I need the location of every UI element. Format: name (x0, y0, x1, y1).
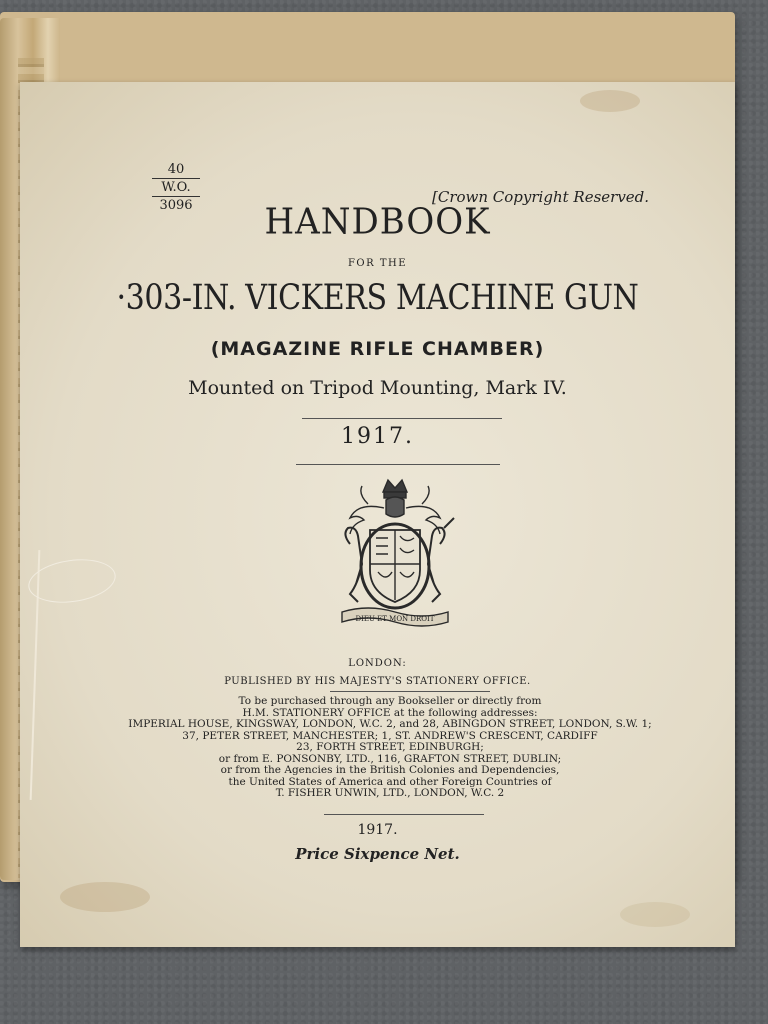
purchase-addresses (110, 696, 670, 800)
copyright-notice: [Crown Copyright Reserved. (432, 188, 650, 206)
divider (152, 178, 200, 179)
divider (296, 464, 500, 465)
publisher: PUBLISHED BY HIS MAJESTY'S STATIONERY OFFICE. (224, 676, 531, 687)
wo-label: W.O. (161, 180, 191, 195)
divider (152, 196, 200, 197)
address-line: 23, FORTH STREET, EDINBURGH; (296, 741, 484, 753)
wo-number: 3096 (159, 198, 193, 213)
address-line: or from E. PONSONBY, LTD., 116, GRAFTON STREET, DUBLIN; (218, 752, 562, 765)
divider (324, 814, 484, 815)
address-line: 37, PETER STREET, MANCHESTER; 1, ST. ANDREW'S CRESCENT, CARDIFF (182, 729, 598, 742)
address-line: or from the Agencies in the British Colonies and Dependencies, (220, 764, 560, 776)
page-title: HANDBOOK (264, 201, 491, 243)
for-the-label: FOR THE (347, 258, 408, 269)
crest-motto: DIEU ET MON DROIT (355, 615, 435, 623)
royal-coat-of-arms-icon (328, 474, 462, 634)
page-stain (620, 902, 690, 927)
page-stain (60, 882, 150, 912)
address-line: H.M. STATIONERY OFFICE at the following addresses: (242, 706, 538, 719)
series-number: 40 (167, 162, 185, 177)
mounting-subtitle: Mounted on Tripod Mounting, Mark IV. (188, 377, 567, 399)
divider (330, 691, 490, 692)
price-label: Price Sixpence Net. (295, 845, 460, 863)
divider (302, 418, 502, 419)
chamber-subtitle: (MAGAZINE RIFLE CHAMBER) (210, 338, 545, 360)
page-stain (580, 90, 640, 112)
gun-name: ·303-IN. VICKERS MACHINE GUN (116, 278, 639, 318)
publication-year: 1917. (357, 822, 398, 838)
edition-year: 1917. (341, 424, 414, 449)
address-line: IMPERIAL HOUSE, KINGSWAY, LONDON, W.C. 2, and 28, ABINGDON STREET, LONDON, S.W. 1; (128, 718, 652, 730)
title-page (20, 82, 735, 947)
address-line: To be purchased through any Bookseller or directly from (238, 695, 542, 707)
london-label: LONDON: (348, 658, 407, 669)
address-line: the United States of America and other Foreign Countries of (228, 775, 552, 788)
address-line: T. FISHER UNWIN, LTD., LONDON, W.C. 2 (275, 787, 505, 799)
